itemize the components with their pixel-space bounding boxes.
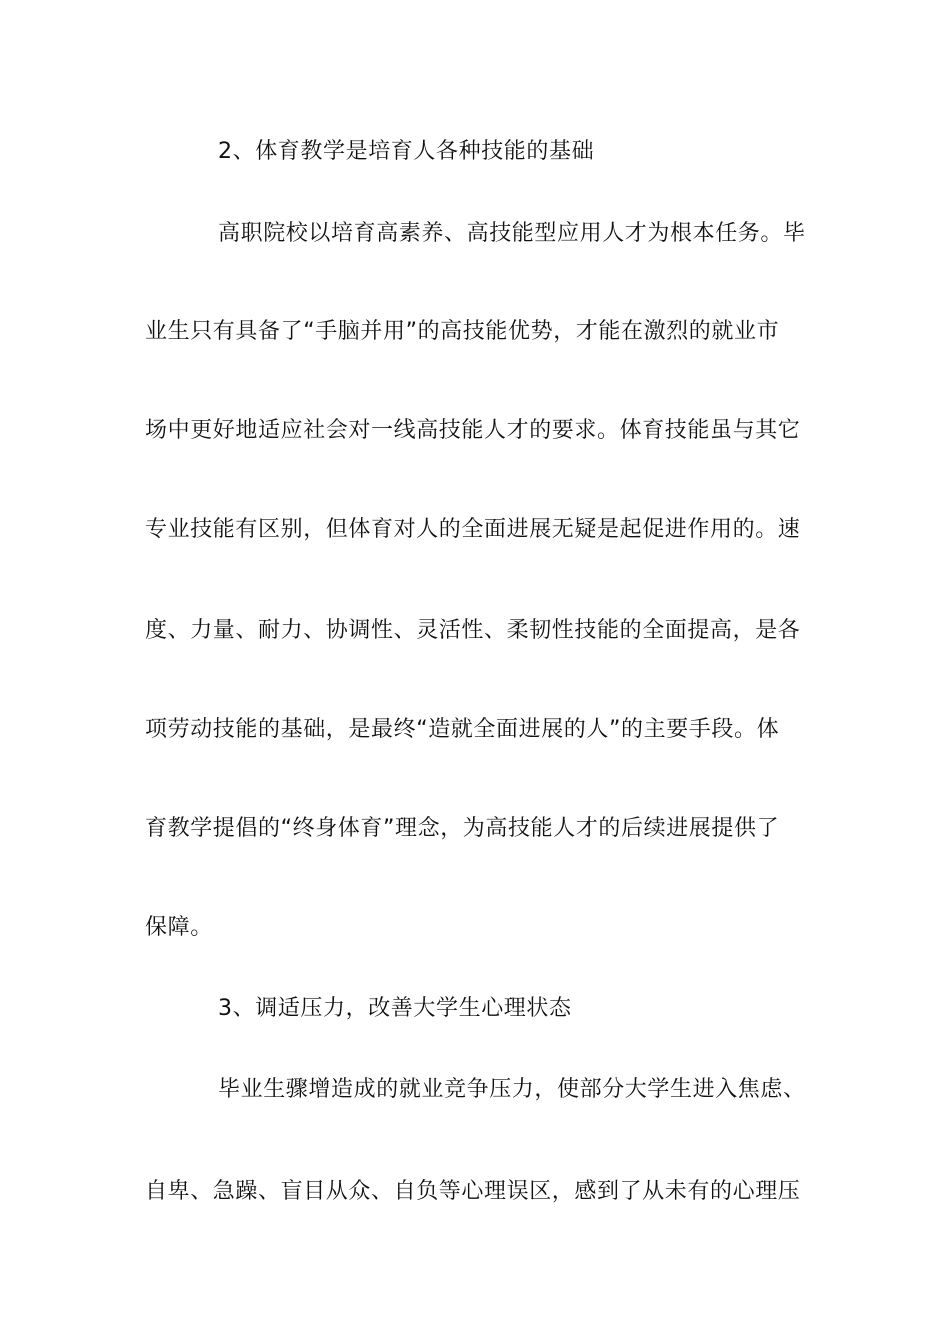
paragraph-line: 保障。 [145, 915, 213, 940]
paragraph-line: 度、力量、耐力、协调性、灵活性、柔韧性技能的全面提高，是各 [145, 618, 801, 643]
paragraph-line: 项劳动技能的基础，是最终“造就全面进展的人”的主要手段。体 [145, 717, 780, 742]
paragraph-line: 专业技能有区别，但体育对人的全面进展无疑是起促进作用的。速 [145, 517, 801, 542]
section-3-heading: 3、调适压力，改善大学生心理状态 [218, 996, 572, 1021]
paragraph-line: 毕业生骤增造成的就业竞争压力，使部分大学生进入焦虑、 [218, 1077, 806, 1102]
paragraph-line: 场中更好地适应社会对一线高技能人才的要求。体育技能虽与其它 [145, 418, 801, 443]
paragraph-line: 自卑、急躁、盲目从众、自负等心理误区，感到了从未有的心理压 [145, 1179, 801, 1204]
paragraph-line: 业生只有具备了“手脑并用”的高技能优势，才能在激烈的就业市 [145, 319, 780, 344]
paragraph-line: 育教学提倡的“终身体育”理念，为高技能人才的后续进展提供了 [145, 816, 780, 841]
paragraph-line: 高职院校以培育高素养、高技能型应用人才为根本任务。毕 [218, 221, 806, 246]
section-2-heading: 2、体育教学是培育人各种技能的基础 [218, 139, 595, 164]
